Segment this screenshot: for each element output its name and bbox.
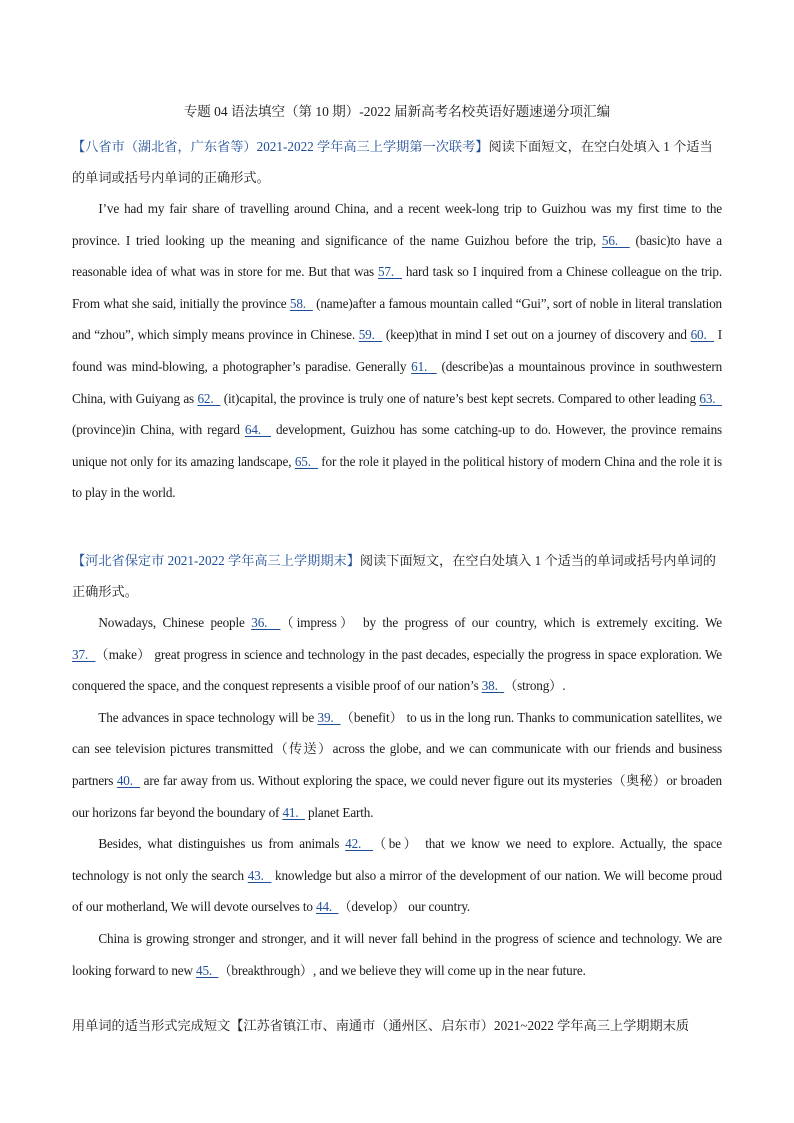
blank-61[interactable]: 61. <box>411 358 428 374</box>
section-1 <box>72 131 722 509</box>
blank-57[interactable]: 57. <box>377 264 395 280</box>
passage-text: for the role it played in the political history of modern China and the role it is to play in the world. <box>72 453 723 501</box>
passage-text: （make） great progress in science and technology in the past decades, especially the progress in space exploration. We conquered the space, and the conquest represents a visible proof of our nation’s <box>72 646 722 694</box>
passage-text: hard task so I inquired from a Chinese colleague on the trip. From what she said, initially the province <box>72 264 722 311</box>
blank-62[interactable]: 62. <box>197 390 214 406</box>
section-1-heading <box>72 131 722 193</box>
passage-text: （benefit） to us in the long run. Thanks to communication satellites, we can see television pictures transmitted（传送）across the globe, and we can communicate with our friends and business partners <box>72 709 723 788</box>
passage-text: （develop） our country. <box>338 899 471 915</box>
blank-64[interactable]: 64. <box>244 422 261 438</box>
passage-text: （be） that we know we need to explore. Actually, the space technology is not only the search <box>72 836 722 883</box>
section-1-instruction: 阅读下面短文，在空白处填入 1 个适当的单词或括号内单词的正确形式。 <box>72 139 713 185</box>
blank-36[interactable]: 36. <box>251 615 268 630</box>
passage-text: are far away from us. Without exploring the space, we could never figure out its mysteries（奥秘）or broaden our horizons far beyond the boundary of <box>72 772 722 820</box>
section-3-prefix: 用单词的适当形式完成短文 <box>72 1018 231 1033</box>
blank-63[interactable]: 63. <box>699 390 716 406</box>
blank-40[interactable]: 40. <box>116 772 133 788</box>
section-2-paragraph-2 <box>72 702 722 828</box>
passage-text: Besides, what distinguishes us from animals <box>98 836 340 852</box>
passage-text: (keep)that in mind I set out on a journey of discovery and <box>385 327 687 343</box>
section-2-source: 【河北省保定市 2021-2022 学年高三上学期期末】 <box>72 553 360 568</box>
section-1-source: 【八省市（湖北省，广东省等）2021-2022 学年高三上学期第一次联考】 <box>72 139 489 154</box>
passage-text: (describe)as a mountainous province in southwestern China, with Guiyang as <box>72 358 723 406</box>
blank-45[interactable]: 45. <box>196 962 213 978</box>
section-2-paragraph-1 <box>72 607 722 702</box>
passage-text: knowledge but also a mirror of the development of our nation. We will become proud of our motherland, We will devote ourselves to <box>72 867 723 915</box>
blank-59[interactable]: 59. <box>358 327 375 343</box>
blank-58[interactable]: 58. <box>289 295 306 311</box>
passage-text: China is growing stronger and stronger, and it will never fall behind in the progress of science and technology. We are looking forward to new <box>72 930 722 978</box>
passage-text: (province)in China, with regard <box>72 422 240 438</box>
section-1-passage <box>72 193 722 509</box>
section-2-paragraph-3 <box>72 828 722 923</box>
blank-65[interactable]: 65. <box>294 453 311 469</box>
passage-text: planet Earth. <box>307 804 374 820</box>
section-2 <box>72 545 722 986</box>
section-2-paragraph-4 <box>72 923 722 986</box>
blank-39[interactable]: 39. <box>317 709 334 725</box>
blank-60[interactable]: 60. <box>690 327 707 343</box>
blank-37[interactable]: 37. <box>72 646 89 662</box>
passage-text: I found was mind-blowing, a photographer’s paradise. Generally <box>72 327 722 374</box>
passage-text: The advances in space technology will be <box>98 709 315 725</box>
blank-41[interactable]: 41. <box>282 804 299 820</box>
passage-text: (name)after a famous mountain called “Gui”, sort of noble in literal translation and “zhou”, which simply means province in Chinese. <box>72 295 722 343</box>
section-2-heading <box>72 545 722 607</box>
blank-44[interactable]: 44. <box>316 899 333 915</box>
passage-text: I’ve had my fair share of travelling around China, and a recent week-long trip to Guizhou was my first time to the province. I tried looking up the meaning and significance of the name Guizhou before the trip, <box>72 201 722 248</box>
blank-42[interactable]: 42. <box>345 836 362 852</box>
blank-38[interactable]: 38. <box>481 678 498 694</box>
passage-text: （impress） by the progress of our country, which is extremely exciting. We <box>280 615 722 630</box>
blank-56[interactable]: 56. <box>601 232 618 248</box>
passage-text: (it)capital, the province is truly one of nature’s best kept secrets. Compared to other leading <box>223 390 696 406</box>
section-3-heading <box>72 1015 722 1034</box>
passage-text: （breakthrough）, and we believe they will come up in the near future. <box>218 962 586 978</box>
passage-text: (basic)to have a reasonable idea of what was in store for me. But that was <box>72 232 723 280</box>
page-title: 专题 04 语法填空（第 10 期）-2022 届新高考名校英语好题速递分项汇编 <box>183 104 611 119</box>
passage-text: （strong）. <box>504 678 566 694</box>
blank-43[interactable]: 43. <box>247 867 264 883</box>
section-3-source: 【江苏省镇江市、南通市（通州区、启东市）2021~2022 学年高三上学期期末质 <box>230 1018 690 1033</box>
section-2-instruction: 阅读下面短文，在空白处填入 1 个适当的单词或括号内单词的正确形式。 <box>72 553 716 599</box>
passage-text: development, Guizhou has some catching-up to do. However, the province remains unique not only for its amazing landscape, <box>72 422 722 469</box>
passage-text: Nowadays, Chinese people <box>98 615 245 630</box>
